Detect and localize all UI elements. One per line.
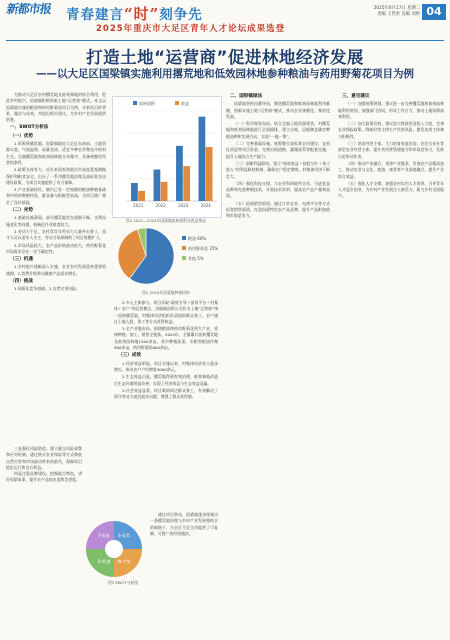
col3-paragraph: （四）强化科技支撑。与农业科研院所合作，引进优良品种和先进种植技术，开展技术培训，提高农产品产量和品质。 bbox=[226, 180, 330, 199]
x-tick-label: 2021 bbox=[133, 203, 144, 208]
banner-left: 青春建言 bbox=[66, 7, 124, 23]
legend-label: 收益 bbox=[181, 101, 189, 106]
pie-chart-caption: 图2 2024年国梁镇种植结构 bbox=[142, 290, 190, 295]
legend-swatch bbox=[175, 101, 179, 105]
col1-paragraph: 2.劳动力不足。农村青壮年劳动力大量外出务工，留守人员以老年人为主，劳动力短缺制约了项目规模扩大。 bbox=[6, 228, 106, 241]
col2-bottom-paragraph: 通过项目带动，国梁镇逐步探索出一条撂荒地治理与乡村产业发展相结合的新路子，为全区乃至全市提供了可复制、可推广的经验做法。 bbox=[150, 512, 218, 536]
col1-heading: （三）机遇 bbox=[10, 257, 33, 263]
swot-caption: 图3 SWOT分析图 bbox=[107, 580, 139, 585]
masthead bbox=[0, 0, 450, 42]
pie-legend-label: 药用野菊花 35% bbox=[188, 246, 219, 251]
col4-paragraph: （三）培育经营主体。大力培育家庭农场、农民合作社等新型农业经营主体，提升其经营管理能力和市场竞争力，发挥示范带动作用。 bbox=[338, 141, 444, 159]
col3-paragraph: （一）科学规划布局。结合全镇土地资源现状，对撂荒地和低效园林地进行全面摸排，建立台账，因地制宜确定种植品种和发展方向，实现“一地一策”。 bbox=[226, 121, 330, 139]
col1-paragraph: 1.乡村振兴战略深入实施，农业农村发展迎来重要机遇期。2.消费升级带动健康产品需求增长。 bbox=[6, 264, 106, 276]
article-column-3 bbox=[226, 92, 330, 637]
newspaper-logo: 新都市报 bbox=[5, 2, 52, 16]
col4-paragraph: （二）加大政策扶持。建议加大财政资金投入力度，完善农业保险政策，降低经营主体生产经营风险，激发各类主体参与积极性。 bbox=[338, 121, 444, 139]
col1-paragraph: 1.同质化竞争加剧。2.自然灾害风险。 bbox=[14, 286, 80, 292]
article-subhead: ——以大足区国梁镇实施利用撂荒地和低效园林地参种粮油与药用野菊花项目为例 bbox=[36, 68, 414, 80]
col1-paragraph: 2.政策支持有力。近年来国家和重庆市高度重视耕地保护和粮食安全，出台了一系列撂荒地治理及高标准农田建设政策，为项目实施提供了有力保障。 bbox=[6, 167, 106, 185]
bar-chart-svg bbox=[113, 97, 221, 217]
col2-paragraph: 2.多元主体参与。项目采取“政府引导＋国资平台＋村集体＋农户”的运营模式，由镇属国资公司作为土地“运营商”统一流转撂荒地，村集体经济组织负责组织群众务工，农户通过土地入股、务工等方式获得收益。 bbox=[114, 300, 218, 324]
bar-收益-2021 bbox=[138, 191, 145, 201]
swot-w-label: W-劣势 bbox=[117, 559, 131, 564]
pie-legend-label: 粮油 60% bbox=[188, 236, 207, 241]
article-column-2 bbox=[114, 300, 218, 505]
swot-o-label: O-机遇 bbox=[97, 559, 111, 564]
col2-heading: （三）成效 bbox=[118, 353, 141, 359]
col1-paragraph: 1.资源禀赋优越。国梁镇地处大足区东南部，土地资源丰富，气候温和，雨量充沛，适宜多种农作物及中药材生长。全镇撂荒地和低效园林地分布集中，具备规模化经营的条件。 bbox=[6, 141, 106, 165]
x-tick-label: 2022 bbox=[155, 203, 166, 208]
legend-swatch bbox=[133, 101, 137, 105]
pie-chart-svg bbox=[112, 222, 220, 290]
col1-heading: 一、SWOT分析法 bbox=[10, 125, 49, 131]
col2-paragraph: 2.生态效益凸显。撂荒地得到有效治理，低效林地改造后生态环境明显改善，实现了经济效益与生态效益双赢。 bbox=[114, 374, 218, 386]
issue-date: 2025年6月17日 星期二 bbox=[373, 6, 420, 11]
bar-收益-2022 bbox=[161, 182, 168, 201]
swot-diagram bbox=[84, 519, 144, 579]
col3-paragraph: （二）完善基础设施。统筹整合高标准农田建设、宜机化改造等项目资金，完善田间道路、灌溉渠系等配套设施，提升土地综合生产能力。 bbox=[226, 141, 330, 159]
bar-chart-caption: 图1 2021—2024年国梁镇流转面积及收益情况 bbox=[126, 218, 206, 223]
col2-paragraph: 1.经济效益明显。项目实施以来，村集体经济收入稳步增长，带动农户户均增收3000余元。 bbox=[114, 360, 218, 372]
banner-mid: 时 bbox=[133, 5, 150, 23]
col3-paragraph: （五）拓展销售渠道。通过订单农业、电商平台等方式拓宽销售渠道，打造国梁特色农产品品牌，提升产品附加值和市场竞争力。 bbox=[226, 200, 330, 219]
banner-quote-open: “ bbox=[124, 5, 134, 23]
x-tick-label: 2023 bbox=[178, 203, 189, 208]
article-column-1-bottom bbox=[6, 446, 82, 637]
issue-editors: 责编 王世洪 美编 刘婷 bbox=[377, 12, 420, 17]
article-column-2-bottom bbox=[150, 512, 218, 637]
col4-paragraph: （一）加强统筹规划。建议进一步完善撂荒地和低效园林地利用规划，加强部门协同，形成工作合力，推动土地资源高效利用。 bbox=[338, 101, 444, 119]
col1-bottom-paragraph: 四是注重品牌建设。挖掘地方特色，讲好国梁故事，提升农产品知名度和美誉度。 bbox=[6, 471, 82, 483]
col1-paragraph: 3.产业基础较好。镇内已有一定规模的粮油种植基础和中药材种植经验，群众参与积极性较高，为项目推广奠定了良好基础。 bbox=[6, 187, 106, 205]
article-headline: 打造土地“运营商”促进林地经济发展 bbox=[86, 48, 364, 67]
bar-流转面积-2022 bbox=[154, 170, 161, 202]
pie-legend-label: 其他 5% bbox=[188, 256, 204, 261]
col3-paragraph: （三）创新利益联结。建立“保底收益＋按股分红＋务工收入”的利益联结机制，确保农户稳定增收，村集体经济不断壮大。 bbox=[226, 160, 330, 179]
swot-t-label: T-挑战 bbox=[98, 533, 110, 538]
col1-bottom-paragraph: 三是强化风险防范。建立健全风险预警和应对机制，通过购买农业保险等方式降低自然灾害和市场波动带来的损失，保障项目稳定运行和各方利益。 bbox=[6, 446, 82, 470]
pie-legend-swatch bbox=[182, 246, 186, 250]
masthead-divider bbox=[6, 40, 444, 41]
swot-center bbox=[105, 540, 123, 558]
bar-chart bbox=[112, 96, 222, 218]
col1-heading: （四）挑战 bbox=[10, 279, 33, 285]
column-banner bbox=[66, 3, 326, 23]
col1-paragraph: 为推动大足区农村撂荒地及低效林地的综合利用，促进乡村振兴，国梁镇积极探索土地“运营商”模式。本文以国梁镇实施的粮油和药用野菊花项目为例，分析项目的背景、做法与成效，并提出相关建议，为乡村产业发展提供借鉴。 bbox=[6, 92, 106, 123]
bar-收益-2023 bbox=[183, 166, 190, 201]
swot-s-label: S-优势 bbox=[118, 533, 130, 538]
col1-heading: （二）劣势 bbox=[10, 208, 33, 214]
col2-paragraph: 3.全产业链布局。围绕粮油和药用野菊花两大产业，延伸种植、加工、销售全链条。2024年，全镇累计流转撂荒地及低效园林地1500余亩，其中种植油菜、水稻等粮油作物900余亩，药用野菊花600余亩。 bbox=[114, 326, 218, 351]
x-tick-label: 2024 bbox=[200, 203, 211, 208]
pie-legend-swatch bbox=[182, 256, 186, 260]
col3-paragraph: 国梁镇坚持问题导向，聚焦撂荒地和低效园林地利用难题，创新实施土地“运营商”模式，推动农业规模化、集约化发展。 bbox=[226, 101, 330, 119]
sub-banner: 2025年重庆市大足区青年人才论坛成果选登 bbox=[96, 24, 286, 34]
swot-svg bbox=[84, 519, 144, 579]
page-number: 04 bbox=[422, 4, 446, 20]
pie-chart bbox=[112, 222, 220, 290]
col1-paragraph: 3.市场风险较大。农产品价格波动较大，药用野菊花市场需求存在一定不确定性。 bbox=[6, 242, 106, 254]
issue-meta bbox=[334, 6, 420, 18]
col4-paragraph: （五）强化人才支撑。加强农村实用人才培养，引导青年人才返乡创业，为乡村产业发展注入新活力，助力乡村全面振兴。 bbox=[338, 180, 444, 199]
legend-label: 流转面积 bbox=[139, 101, 155, 106]
banner-right: 刻争先 bbox=[159, 7, 203, 23]
col4-paragraph: （四）推动产业融合。延伸产业链条，发展农产品精深加工，推动农业与文化、旅游、康养等产业深度融合，提升产业综合效益。 bbox=[338, 160, 444, 179]
bar-收益-2024 bbox=[206, 147, 213, 201]
bar-流转面积-2021 bbox=[131, 183, 138, 201]
bar-流转面积-2023 bbox=[176, 146, 183, 201]
bar-流转面积-2024 bbox=[199, 117, 206, 201]
col1-heading: （一）优势 bbox=[10, 133, 33, 139]
col1-paragraph: 1.基础设施薄弱。部分撂荒地存在道路不畅、水利设施老化等问题，机械化作业难度较大。 bbox=[6, 215, 106, 227]
col4-heading: 三、意见建议 bbox=[342, 94, 370, 99]
pie-legend-swatch bbox=[182, 236, 186, 240]
banner-quote-close: ” bbox=[149, 5, 160, 23]
col3-heading: 二、国梁镇做法 bbox=[230, 94, 263, 99]
col2-paragraph: 3.社会效益显著。项目吸纳周边群众务工，有效解决了留守劳动力就近就业问题，增强了群众获得感。 bbox=[114, 387, 218, 400]
article-column-4 bbox=[338, 92, 444, 637]
